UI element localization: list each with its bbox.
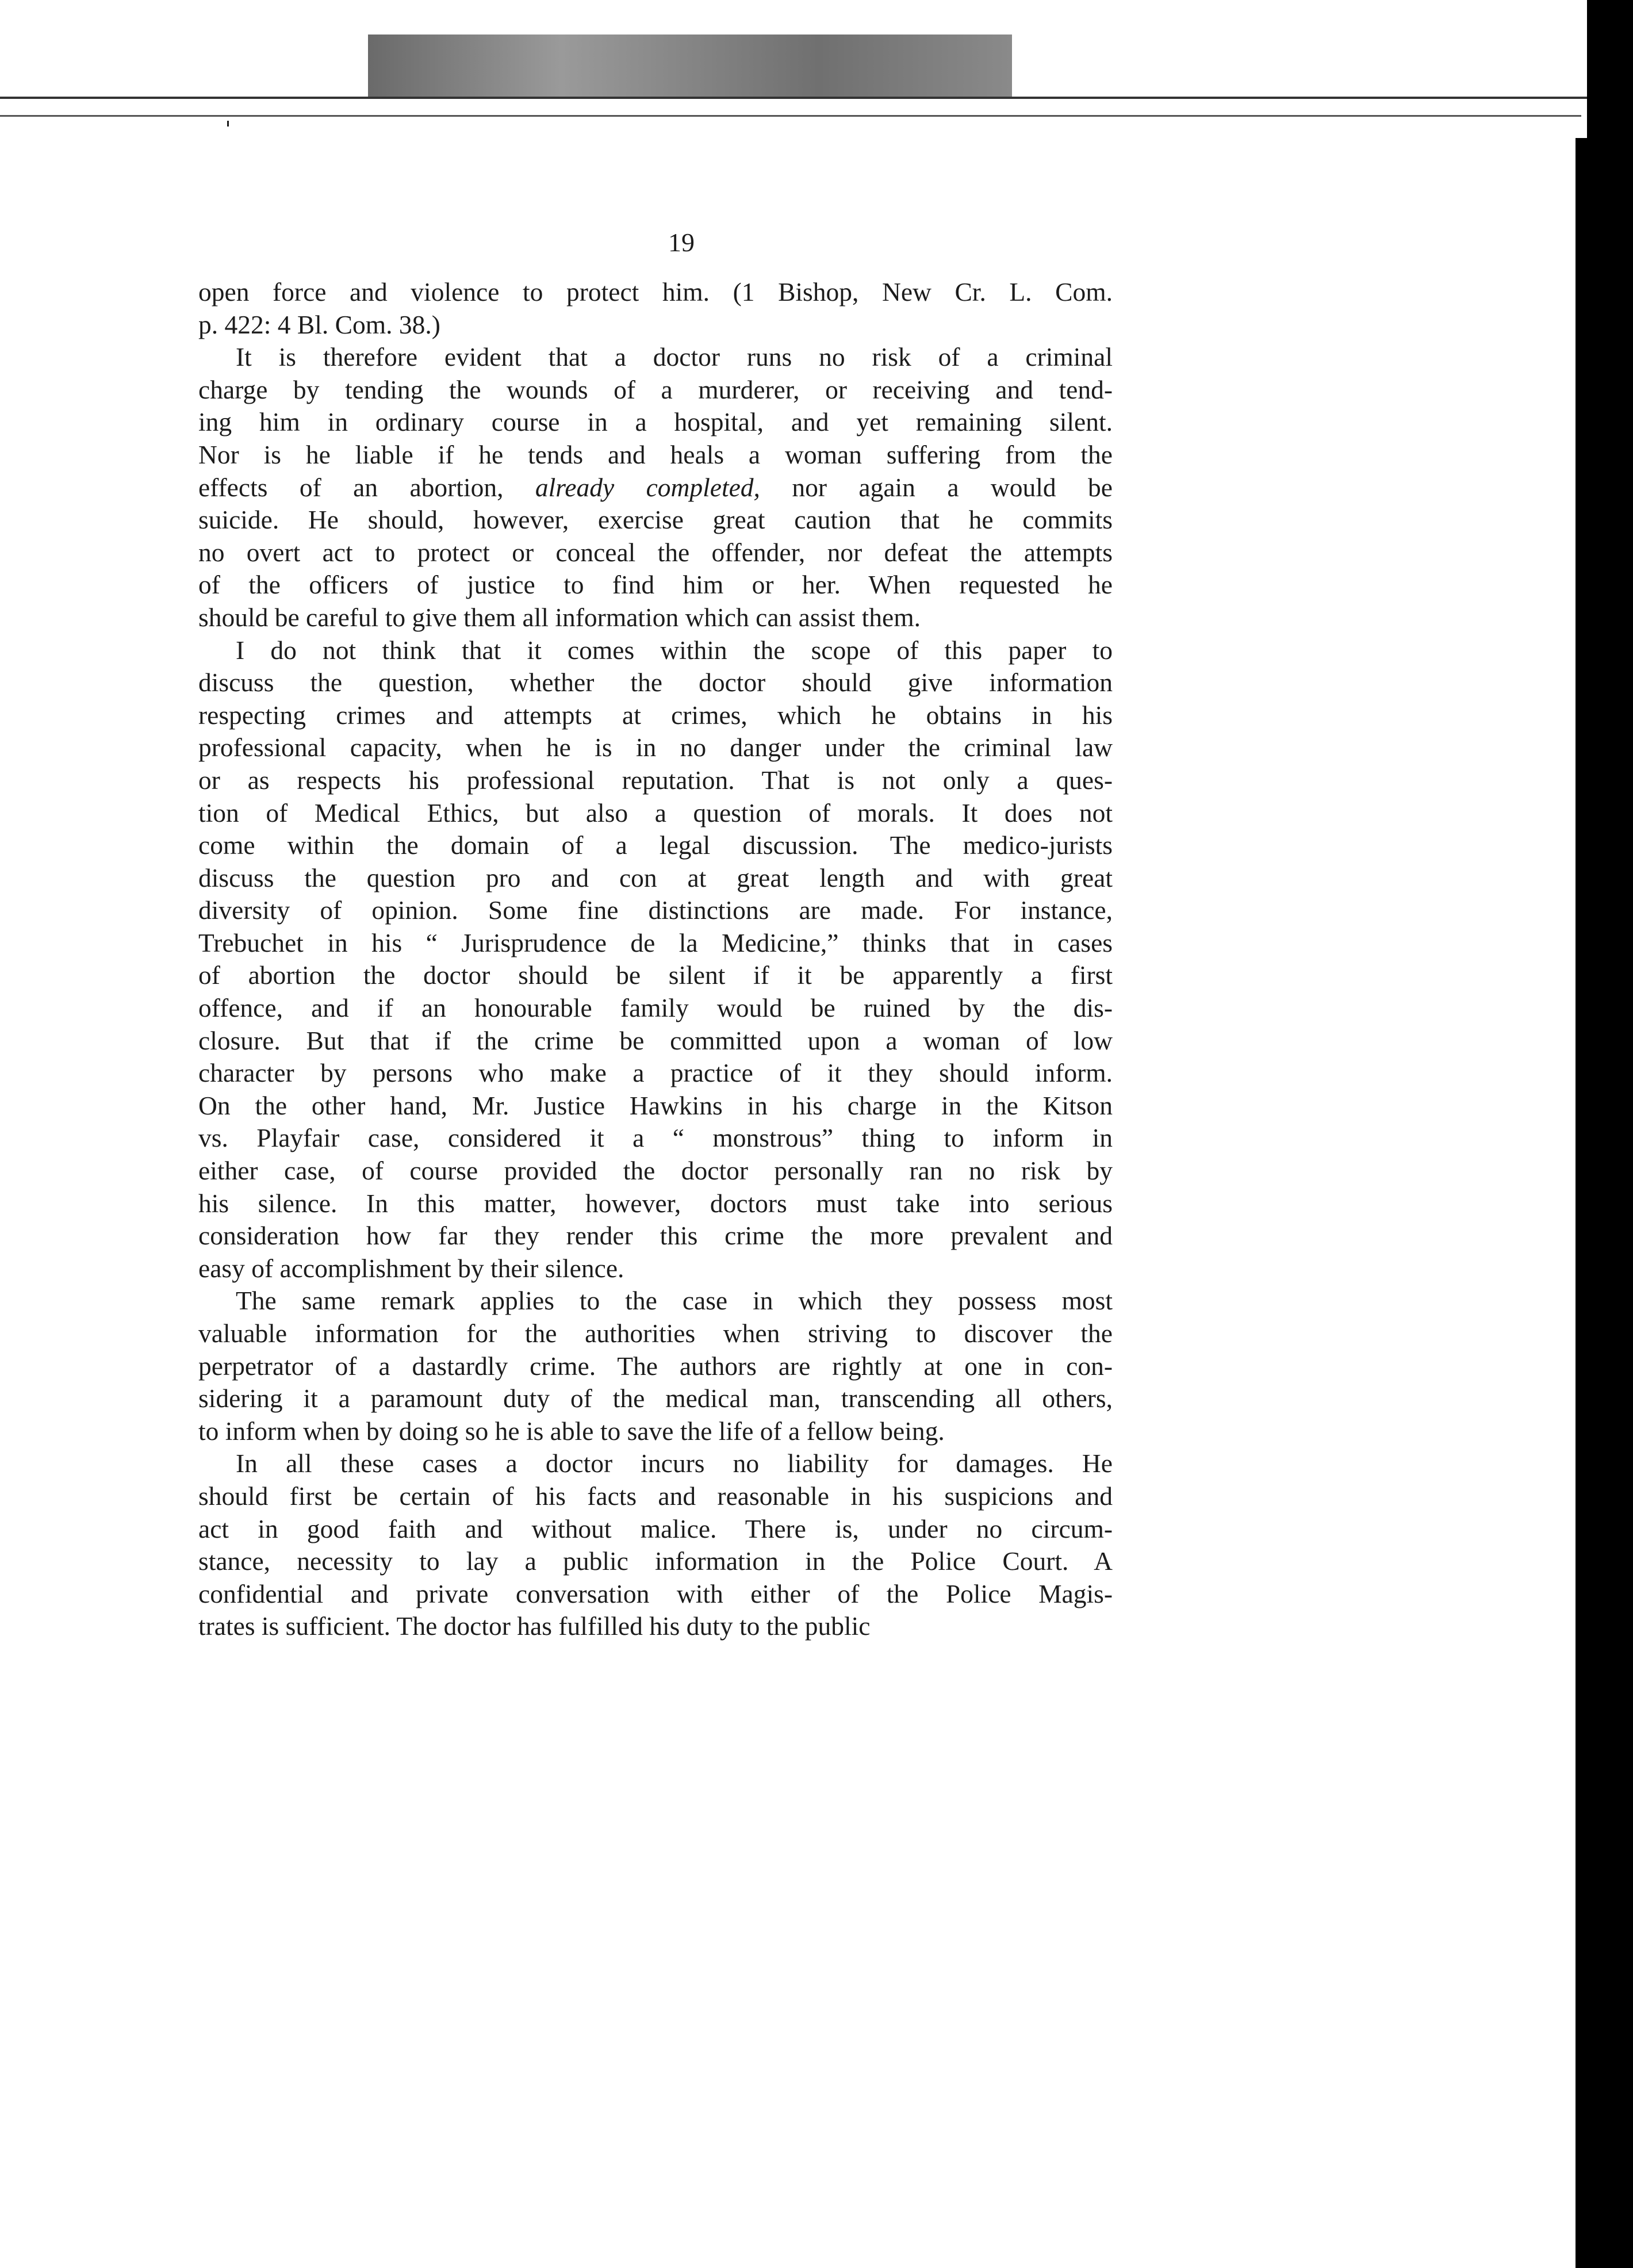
paragraph (198, 1447, 1113, 1643)
text-line: closure. But that if the crime be committed upon a woman of low (198, 1025, 1113, 1055)
text-line: easy of accomplishment by their silence. (198, 1253, 624, 1283)
text-line: charge by tending the wounds of a murderer, or receiving and tend- (198, 374, 1113, 404)
text-line: open force and violence to protect him. (1 Bishop, New Cr. L. Com. (198, 277, 1113, 307)
text-line: trates is sufficient. The doctor has fulfilled his duty to the public (198, 1611, 871, 1641)
text-line: or as respects his professional reputation. That is not only a ques- (198, 765, 1113, 795)
text-line: discuss the question pro and con at great length and with great (198, 863, 1113, 892)
text-line: confidential and private conversation with either of the Police Magis- (198, 1579, 1113, 1608)
text-line: professional capacity, when he is in no danger under the criminal law (198, 733, 1113, 763)
text-line: sidering it a paramount duty of the medical man, transcending all others, (198, 1384, 1113, 1413)
text-line: of the officers of justice to find him or her. When requested he (198, 570, 1113, 600)
text-line: vs. Playfair case, considered it a “ monstrous” thing to inform in (198, 1123, 1113, 1153)
text-line: should be careful to give them all information which can assist them. (198, 602, 921, 632)
text-line: of abortion the doctor should be silent if it be apparently a first (198, 960, 1113, 990)
text-line: suicide. He should, however, exercise great caution that he commits (198, 505, 1113, 535)
text-line: I do not think that it comes within the scope of this paper to (236, 635, 1113, 665)
paragraph (198, 341, 1113, 634)
text-line: diversity of opinion. Some fine distinctions are made. For instance, (198, 895, 1113, 925)
microfilm-dark-band (368, 35, 1012, 98)
paragraph (198, 1285, 1113, 1447)
page-edge-line (0, 97, 1587, 99)
text-line: his silence. In this matter, however, doctors must take into serious (198, 1188, 1113, 1218)
text-line: act in good faith and without malice. There is, under no circum- (198, 1514, 1113, 1543)
text-line: discuss the question, whether the doctor should give information (198, 668, 1113, 698)
text-line: character by persons who make a practice of it they should inform. (198, 1058, 1113, 1088)
body-text (198, 276, 1113, 1643)
text-line: effects of an abortion, already completed, nor again a would be (198, 472, 1113, 502)
text-line: Trebuchet in his “ Jurisprudence de la Medicine,” thinks that in cases (198, 928, 1113, 957)
paragraph (198, 276, 1113, 341)
text-line: valuable information for the authorities when striving to discover the (198, 1319, 1113, 1348)
page-edge-line-lower (0, 115, 1581, 117)
text-line: tion of Medical Ethics, but also a question of morals. It does not (198, 798, 1113, 827)
text-line: stance, necessity to lay a public information in the Police Court. A (198, 1546, 1113, 1576)
text-line: offence, and if an honourable family would be ruined by the dis- (198, 993, 1113, 1023)
text-line: ing him in ordinary course in a hospital, and yet remaining silent. (198, 407, 1113, 437)
text-line: On the other hand, Mr. Justice Hawkins in his charge in the Kitson (198, 1090, 1113, 1120)
text-line: perpetrator of a dastardly crime. The authors are rightly at one in con- (198, 1351, 1113, 1381)
text-line: no overt act to protect or conceal the offender, nor defeat the attempts (198, 537, 1113, 567)
page-number: 19 (668, 228, 695, 257)
text-line: p. 422: 4 Bl. Com. 38.) (198, 309, 440, 339)
text-line: In all these cases a doctor incurs no liability for damages. He (236, 1449, 1113, 1478)
text-line: come within the domain of a legal discussion. The medico-jurists (198, 830, 1113, 860)
text-line: Nor is he liable if he tends and heals a woman suffering from the (198, 439, 1113, 469)
previous-page-edge (0, 121, 229, 2268)
text-line: The same remark applies to the case in which they possess most (236, 1286, 1113, 1316)
text-line: should first be certain of his facts and reasonable in his suspicions and (198, 1481, 1113, 1511)
text-line: It is therefore evident that a doctor runs no risk of a criminal (236, 342, 1113, 372)
text-line: respecting crimes and attempts at crimes, which he obtains in his (198, 700, 1113, 730)
text-line: to inform when by doing so he is able to save the life of a fellow being. (198, 1416, 945, 1446)
paragraph (198, 634, 1113, 1285)
text-line: either case, of course provided the doctor personally ran no risk by (198, 1156, 1113, 1186)
italic-phrase: already completed, (535, 472, 760, 502)
text-line: consideration how far they render this crime the more prevalent and (198, 1221, 1113, 1251)
